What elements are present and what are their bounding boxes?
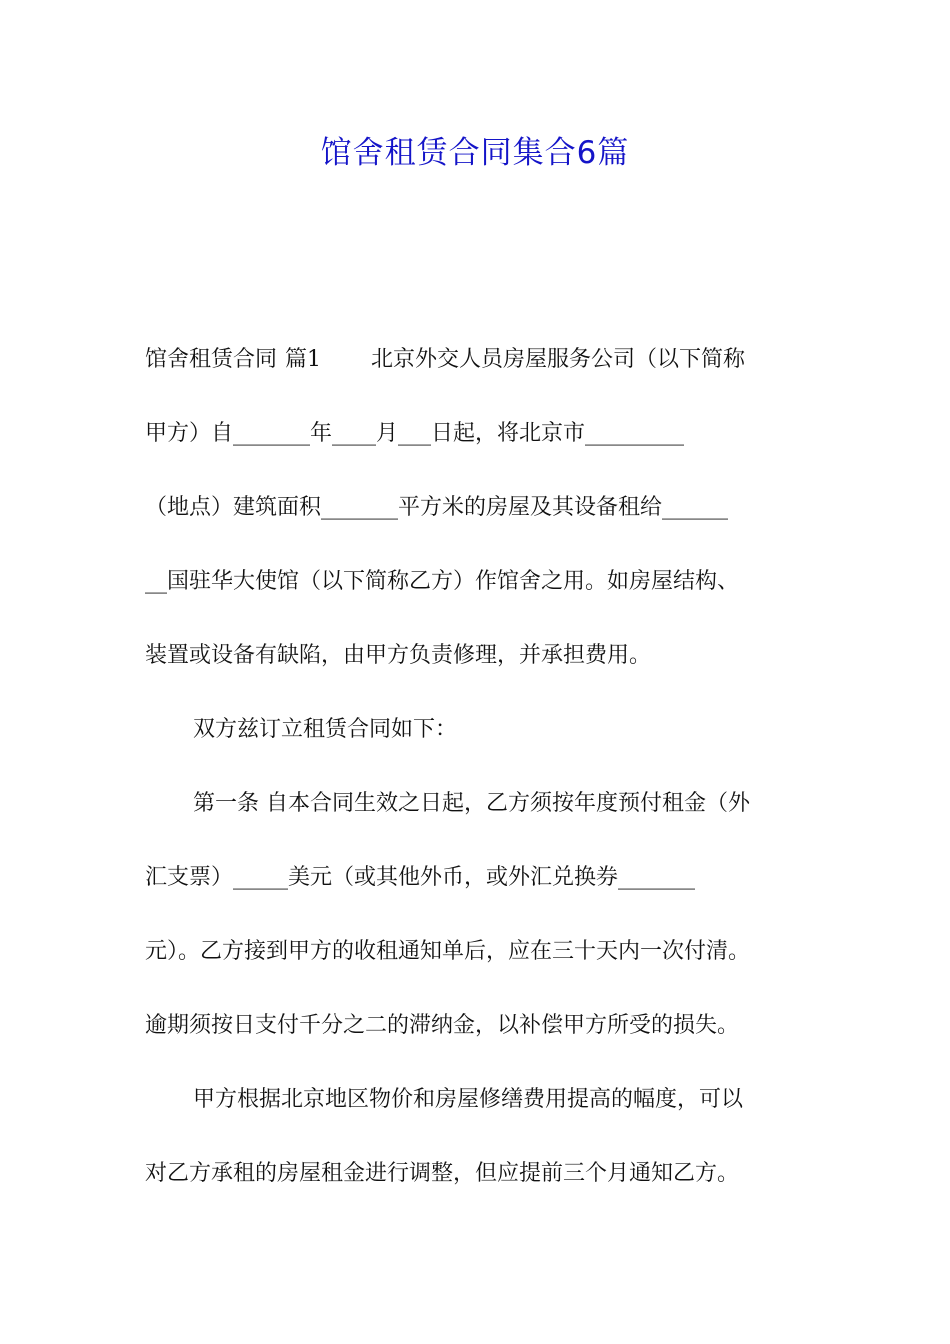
document-body: [145, 340, 835, 1228]
body-line-3: （地点）建筑面积_______平方米的房屋及其设备租给______: [145, 495, 729, 520]
body-line-5: 装置或设备有缺陷，由甲方负责修理，并承担费用。: [145, 643, 652, 668]
document-title: 馆舍租赁合同集合6篇: [320, 135, 630, 171]
body-line-7: 第一条 自本合同生效之日起，乙方须按年度预付租金（外: [193, 791, 750, 816]
body-line-1: [145, 340, 835, 414]
body-line-12: 对乙方承租的房屋租金进行调整，但应提前三个月通知乙方。: [145, 1161, 740, 1186]
body-line-9: 元）。乙方接到甲方的收租通知单后，应在三十天内一次付清。: [145, 939, 751, 964]
body-line-11: 甲方根据北京地区物价和房屋修缮费用提高的幅度，可以: [193, 1087, 744, 1112]
body-line-8: 汇支票）_____美元（或其他外币，或外汇兑换券_______: [145, 865, 696, 890]
section-number: 篇1: [285, 347, 322, 372]
body-line-4: __国驻华大使馆（以下简称乙方）作馆舍之用。如房屋结构、: [145, 569, 740, 594]
paragraph-start: 北京外交人员房屋服务公司（以下简称: [371, 347, 746, 372]
body-line-6: 双方兹订立租赁合同如下：: [193, 717, 458, 742]
body-line-10: 逾期须按日支付千分之二的滞纳金，以补偿甲方所受的损失。: [145, 1013, 740, 1038]
contract-heading: 馆舍租赁合同: [145, 347, 278, 372]
body-line-2: 甲方）自_______年____月___日起，将北京市_________: [145, 421, 685, 446]
